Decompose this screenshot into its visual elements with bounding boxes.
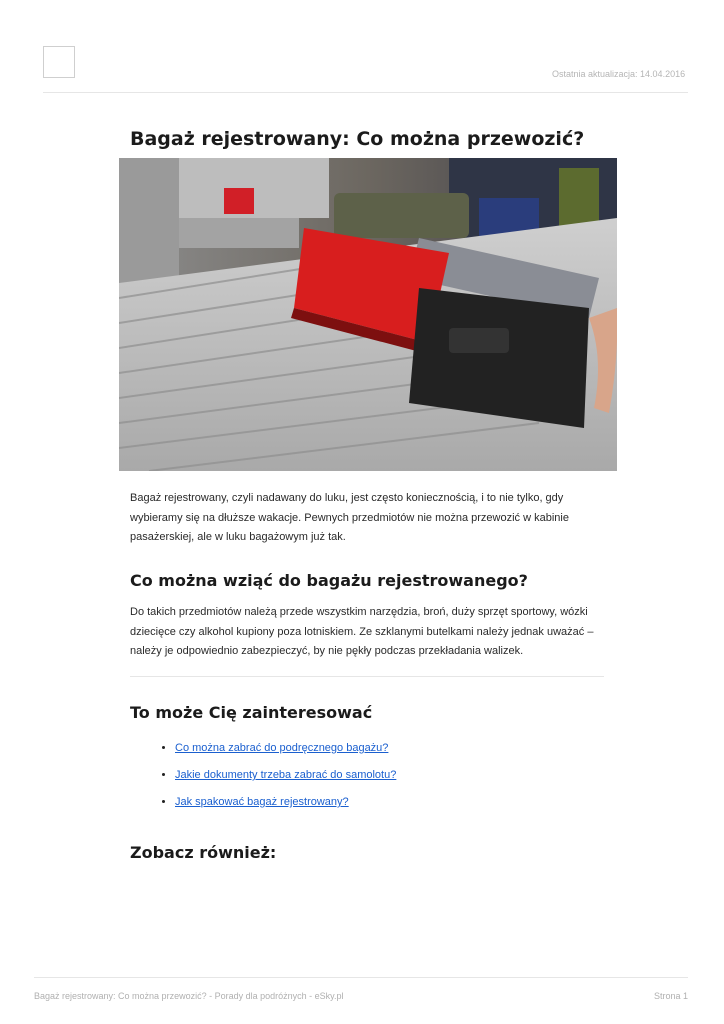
footer-document-title: Bagaż rejestrowany: Co można przewozić? - Porady dla podróżnych - eSky.pl <box>34 991 344 1001</box>
last-updated-label: Ostatnia aktualizacja: 14.04.2016 <box>552 69 686 79</box>
list-item <box>175 738 396 765</box>
footer-page-number: Strona 1 <box>653 991 688 1001</box>
list-item <box>175 792 396 819</box>
footer-divider <box>34 977 688 978</box>
section-heading-checked-items: Co można wziąć do bagażu rejestrowanego? <box>130 571 528 590</box>
related-links-list <box>160 738 396 819</box>
hero-image-luggage-carousel <box>119 158 617 471</box>
related-link-hand-luggage[interactable]: Co można zabrać do podręcznego bagażu? <box>175 742 389 754</box>
article-title: Bagaż rejestrowany: Co można przewozić? <box>130 128 585 150</box>
related-link-packing[interactable]: Jak spakować bagaż rejestrowany? <box>175 796 349 808</box>
header-divider <box>43 92 688 93</box>
related-link-documents[interactable]: Jakie dokumenty trzeba zabrać do samolotu? <box>175 769 397 781</box>
content-divider <box>130 676 604 677</box>
section-paragraph: Do takich przedmiotów należą przede wszystkim narzędzia, broń, duży sprzęt sportowy, wózki dziecięce czy alkohol kupiony poza lotniskiem. Ze szklanymi butelkami należy jednak uważać – należy je odpowiednio zabezpieczyć, by nie pękły podczas przekładania walizek. <box>130 606 594 657</box>
related-heading: To może Cię zainteresować <box>130 703 373 722</box>
logo-placeholder <box>43 46 75 78</box>
see-also-heading: Zobacz również: <box>130 843 277 862</box>
intro-paragraph: Bagaż rejestrowany, czyli nadawany do luku, jest często koniecznością, i to nie tylko, gdy wybieramy się na dłuższe wakacje. Pewnych przedmiotów nie można przewozić w kabinie pasażerskiej, ale w luku bagażowym już tak. <box>130 492 569 543</box>
list-item <box>175 765 396 792</box>
